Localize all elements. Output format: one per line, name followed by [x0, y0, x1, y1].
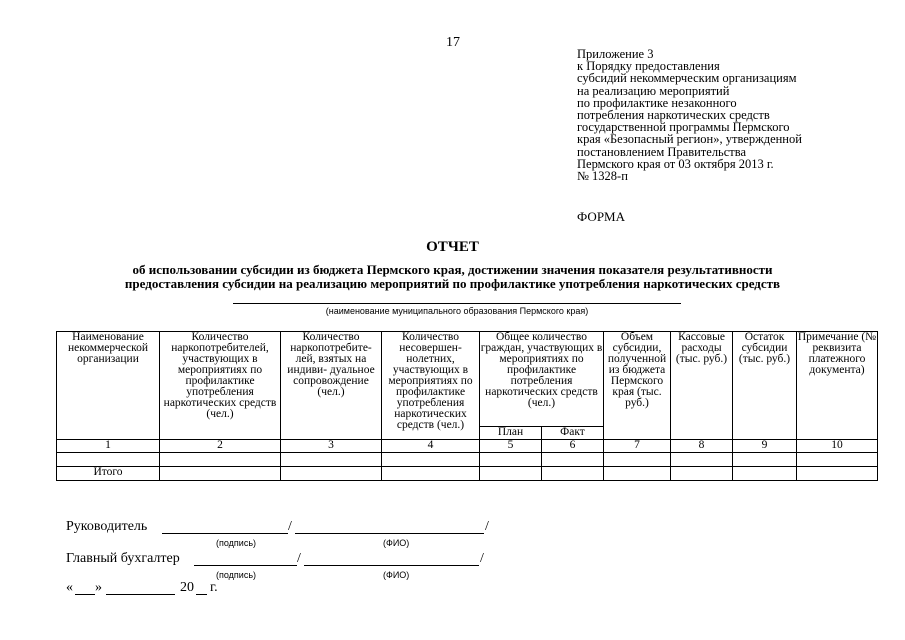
- date-close-quote: »: [95, 580, 102, 595]
- signature-caption: (подпись): [216, 538, 257, 548]
- year-suffix: г.: [210, 580, 218, 595]
- column-number-row: [57, 440, 878, 453]
- municipality-fill-line: [233, 303, 681, 304]
- page-number: 17: [446, 35, 460, 50]
- year-line[interactable]: [196, 594, 207, 595]
- table-cell[interactable]: [542, 467, 604, 481]
- column-number: 2: [160, 440, 281, 453]
- table-cell[interactable]: [733, 453, 797, 467]
- accountant-label: Главный бухгалтер: [66, 551, 180, 566]
- table-cell[interactable]: [57, 453, 160, 467]
- name-caption: (ФИО): [383, 538, 410, 548]
- table-cell[interactable]: [281, 467, 382, 481]
- signature-caption: (подпись): [216, 570, 257, 580]
- col-header-total-citizens: Общее количество граждан, участвующих в мероприятиях по профилактике потребления наркотических средств (чел.): [480, 332, 604, 427]
- appendix-line: постановлением Правительства: [577, 144, 747, 159]
- table-cell[interactable]: [382, 453, 480, 467]
- name-caption: (ФИО): [383, 570, 410, 580]
- table-cell[interactable]: [797, 467, 878, 481]
- report-subtitle: [0, 263, 905, 291]
- form-label: ФОРМА: [577, 209, 625, 224]
- col-header-organization: Наименование некоммерческой организации: [57, 332, 160, 440]
- col-header-note: Примечание (№ реквизита платежного документа): [797, 332, 878, 440]
- table-cell[interactable]: [480, 453, 542, 467]
- col-header-minors-participating: Количество несовершен- нолетних, участвующих в мероприятиях по профилактике употребления наркотических средств (чел.): [382, 332, 480, 440]
- appendix-line: Пермского края от 03 октября 2013 г.: [577, 156, 774, 171]
- report-table: [56, 331, 878, 481]
- column-number: 9: [733, 440, 797, 453]
- appendix-line: Приложение 3: [577, 47, 654, 61]
- table-cell[interactable]: [604, 453, 671, 467]
- report-subtitle-line: об использовании субсидии из бюджета Пермского края, достижении значения показателя результативности: [132, 262, 773, 277]
- appendix-line: государственной программы Пермского: [577, 120, 790, 135]
- appendix-line: к Порядку предоставления: [577, 59, 720, 74]
- accountant-name-line[interactable]: [304, 565, 479, 566]
- total-row: [57, 467, 878, 481]
- head-signature-line[interactable]: [162, 533, 288, 534]
- table-cell[interactable]: [382, 467, 480, 481]
- table-cell[interactable]: [671, 453, 733, 467]
- municipality-caption: (наименование муниципального образования Пермского края): [325, 306, 589, 316]
- col-header-subsidy-amount: Объем субсидии, полученной из бюджета Пермского края (тыс. руб.): [604, 332, 671, 440]
- appendix-line: № 1328-п: [577, 169, 628, 184]
- col-header-cash-expenses: Кассовые расходы (тыс. руб.): [671, 332, 733, 440]
- month-line[interactable]: [106, 594, 175, 595]
- separator: /: [480, 551, 484, 566]
- appendix-line: на реализацию мероприятий: [577, 83, 730, 98]
- day-line[interactable]: [75, 594, 95, 595]
- column-number: 10: [797, 440, 878, 453]
- separator: /: [485, 519, 489, 534]
- column-number: 1: [57, 440, 160, 453]
- appendix-header: [577, 48, 877, 182]
- accountant-signature-line[interactable]: [194, 565, 297, 566]
- table-cell[interactable]: [797, 453, 878, 467]
- column-number: 8: [671, 440, 733, 453]
- table-cell[interactable]: [480, 467, 542, 481]
- column-number: 5: [480, 440, 542, 453]
- col-header-individual-support: Количество наркопотребите- лей, взятых на индиви- дуальное сопровождение (чел.): [281, 332, 382, 440]
- appendix-line: субсидий некоммерческим организациям: [577, 71, 797, 86]
- table-cell[interactable]: [160, 453, 281, 467]
- column-number: 3: [281, 440, 382, 453]
- appendix-line: края «Безопасный регион», утвержденной: [577, 132, 802, 147]
- year-prefix: 20: [180, 580, 194, 595]
- table-cell[interactable]: [604, 467, 671, 481]
- head-label: Руководитель: [66, 519, 148, 534]
- total-label: Итого: [57, 467, 160, 481]
- table-row: [57, 453, 878, 467]
- appendix-line: потребления наркотических средств: [577, 108, 770, 123]
- date-open-quote: «: [66, 580, 73, 595]
- table-cell[interactable]: [281, 453, 382, 467]
- col-header-drug-users-participating: Количество наркопотребителей, участвующих в мероприятиях по профилактике употребления наркотических средств (чел.): [160, 332, 281, 440]
- table-cell[interactable]: [160, 467, 281, 481]
- column-number: 4: [382, 440, 480, 453]
- table-cell[interactable]: [733, 467, 797, 481]
- appendix-line: по профилактике незаконного: [577, 95, 737, 110]
- table-cell[interactable]: [671, 467, 733, 481]
- subheader-fact: Факт: [542, 427, 604, 440]
- separator: /: [288, 519, 292, 534]
- head-name-line[interactable]: [295, 533, 484, 534]
- table-cell[interactable]: [542, 453, 604, 467]
- col-header-subsidy-balance: Остаток субсидии (тыс. руб.): [733, 332, 797, 440]
- column-number: 7: [604, 440, 671, 453]
- column-number: 6: [542, 440, 604, 453]
- report-title: ОТЧЕТ: [426, 239, 479, 255]
- separator: /: [297, 551, 301, 566]
- report-subtitle-line: предоставления субсидии на реализацию мероприятий по профилактике употребления наркотических средств: [124, 276, 781, 291]
- subheader-plan: План: [480, 427, 542, 440]
